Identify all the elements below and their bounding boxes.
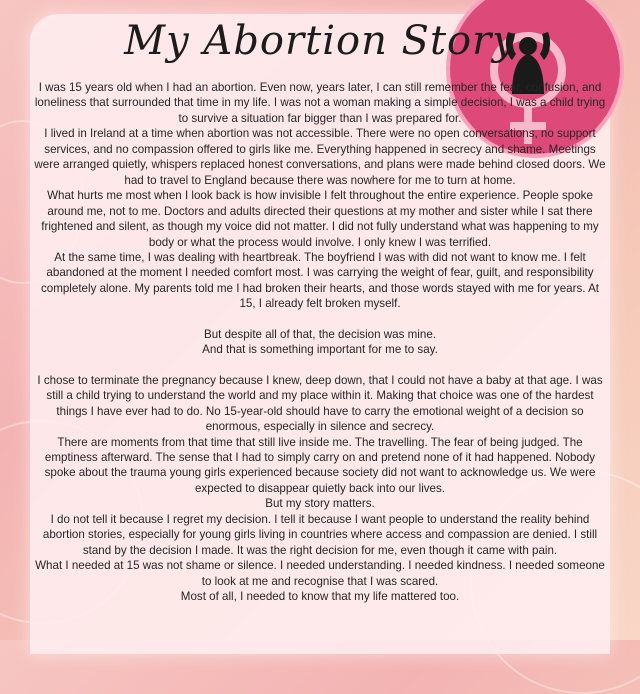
spacer (34, 312, 606, 327)
paragraph: There are moments from that time that still live inside me. The travelling. The fear of being judged. The emptiness afterward. The sense that I had to simply carry on and pretend none of it had happened. Nobody spoke about the trauma young girls experienced because society did not want to acknowledge us. We were expected to disappear quietly back into our lives. (44, 435, 596, 495)
paragraph: I lived in Ireland at a time when abortion was not accessible. There were no open conversations, no support services, and no compassion offered to girls like me. Everything happened in secrecy and shame. Meetings were arranged quietly, whispers replaced honest conversations, and plans were made behind closed doors. We had to travel to England because there was nowhere for me to turn at home. (34, 127, 606, 187)
paragraph: What hurts me most when I look back is how invisible I felt throughout the entire experience. People spoke around me, not to me. Doctors and adults directed their questions at my mother and sister while I sat there frightened and silent, as though my voice did not matter. I did not fully understand what was happening to my body or what the process would involve. I only knew I was terrified. (41, 189, 599, 249)
paragraph: I chose to terminate the pregnancy because I knew, deep down, that I could not have a baby at that age. I was still a child trying to understand the world and my place within it. Making that choice was one of the hardest things I have ever had to do. No 15-year-old should have to carry the emotional weight of a decision so enormous, especially in silence and secrecy. (37, 373, 603, 434)
paragraph: But my story matters. (265, 497, 375, 511)
paragraph: What I needed at 15 was not shame or silence. I needed understanding. I needed kindness. I needed someone to look at me and recognise that I was scared. (35, 559, 605, 588)
paragraph: I do not tell it because I regret my decision. I tell it because I want people to understand the reality behind abortion stories, especially for young girls living in countries where access and compassion are denied. I still stand by the decision I made. It was the right decision for me, even though it came with pain. (42, 512, 598, 557)
paragraph: But despite all of that, the decision was mine. (203, 327, 436, 341)
paragraph: And that is something important for me to say. (202, 343, 438, 357)
paragraph: I was 15 years old when I had an abortion. Even now, years later, I can still remember the fear, confusion, and loneliness that surrounded that time in my life. I was not a woman making a simple decision, I was a child trying to survive a situation far bigger than I was prepared for. (34, 81, 606, 125)
paragraph: At the same time, I was dealing with heartbreak. The boyfriend I was with did not want to know me. I felt abandoned at the moment I needed comfort most. I was carrying the weight of fear, guilt, and responsibility completely alone. My parents told me I had broken their hearts, and those words stayed with me for years. At 15, I already felt broken myself. (40, 250, 600, 311)
page-title: My Abortion Story (124, 18, 516, 64)
story-text (34, 80, 606, 605)
spacer (34, 358, 606, 373)
paragraph: Most of all, I needed to know that my life mattered too. (180, 590, 460, 604)
